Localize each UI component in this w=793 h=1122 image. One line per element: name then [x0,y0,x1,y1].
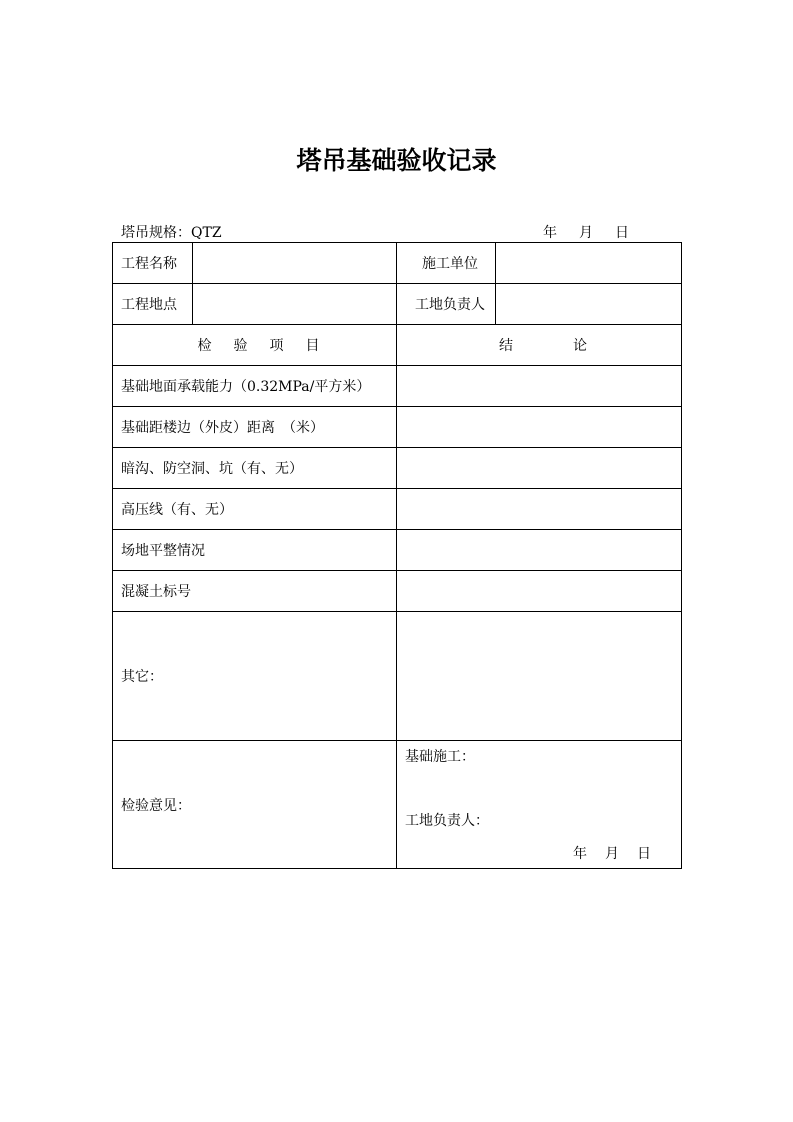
sign-month: 月 [605,846,619,862]
table-row [113,325,682,366]
inspection-opinion-label: 检验意见： [121,797,191,814]
header-day: 日 [615,225,629,241]
site-manager-label: 工地负责人 [397,284,496,325]
conclusion-header [397,325,682,366]
table-row [113,448,682,489]
foundation-construction-label: 基础施工： [405,749,475,765]
item-label: 高压线（有、无） [113,489,397,530]
item-result[interactable] [397,448,682,489]
project-location-label: 工程地点 [113,284,193,325]
table-row [113,530,682,571]
inspection-form-table [112,242,682,869]
item-label: 混凝土标号 [113,571,397,612]
header-char: 结 [499,338,513,354]
table-row [113,366,682,407]
item-result[interactable] [397,407,682,448]
header-char: 验 [233,338,248,354]
sign-year: 年 [573,846,587,862]
table-row [113,612,682,741]
header-date [543,222,629,242]
project-location-value[interactable] [193,284,397,325]
other-value[interactable] [397,612,682,741]
signature-cell[interactable] [397,741,682,869]
header-char: 检 [197,338,212,354]
table-row [113,284,682,325]
item-label: 基础距楼边（外皮）距离 （米） [113,407,397,448]
item-result[interactable] [397,366,682,407]
header-month: 月 [579,225,593,241]
table-row [113,571,682,612]
table-row [113,489,682,530]
item-result[interactable] [397,530,682,571]
sign-date [405,843,681,863]
item-label: 基础地面承载能力（0.32MPa/平方米） [113,366,397,407]
item-label: 场地平整情况 [113,530,397,571]
header-year: 年 [543,225,557,241]
other-label: 其它： [113,612,397,741]
table-row [113,407,682,448]
table-row [113,741,682,869]
header-char: 项 [269,338,284,354]
item-result[interactable] [397,489,682,530]
construction-unit-label: 施工单位 [397,243,496,284]
site-manager-value[interactable] [496,284,682,325]
item-label: 暗沟、防空洞、坑（有、无） [113,448,397,489]
header-char: 论 [573,338,587,354]
item-result[interactable] [397,571,682,612]
document-title: 塔吊基础验收记录 [296,146,497,175]
construction-unit-value[interactable] [496,243,682,284]
header-char: 目 [305,338,320,354]
tower-crane-spec-label: 塔吊规格：QTZ [121,225,222,241]
sign-day: 日 [637,846,651,862]
project-name-value[interactable] [193,243,397,284]
table-row [113,243,682,284]
inspection-opinion-cell[interactable] [113,741,397,869]
site-manager-sign-label: 工地负责人： [405,813,489,829]
project-name-label: 工程名称 [113,243,193,284]
inspection-item-header [113,325,397,366]
